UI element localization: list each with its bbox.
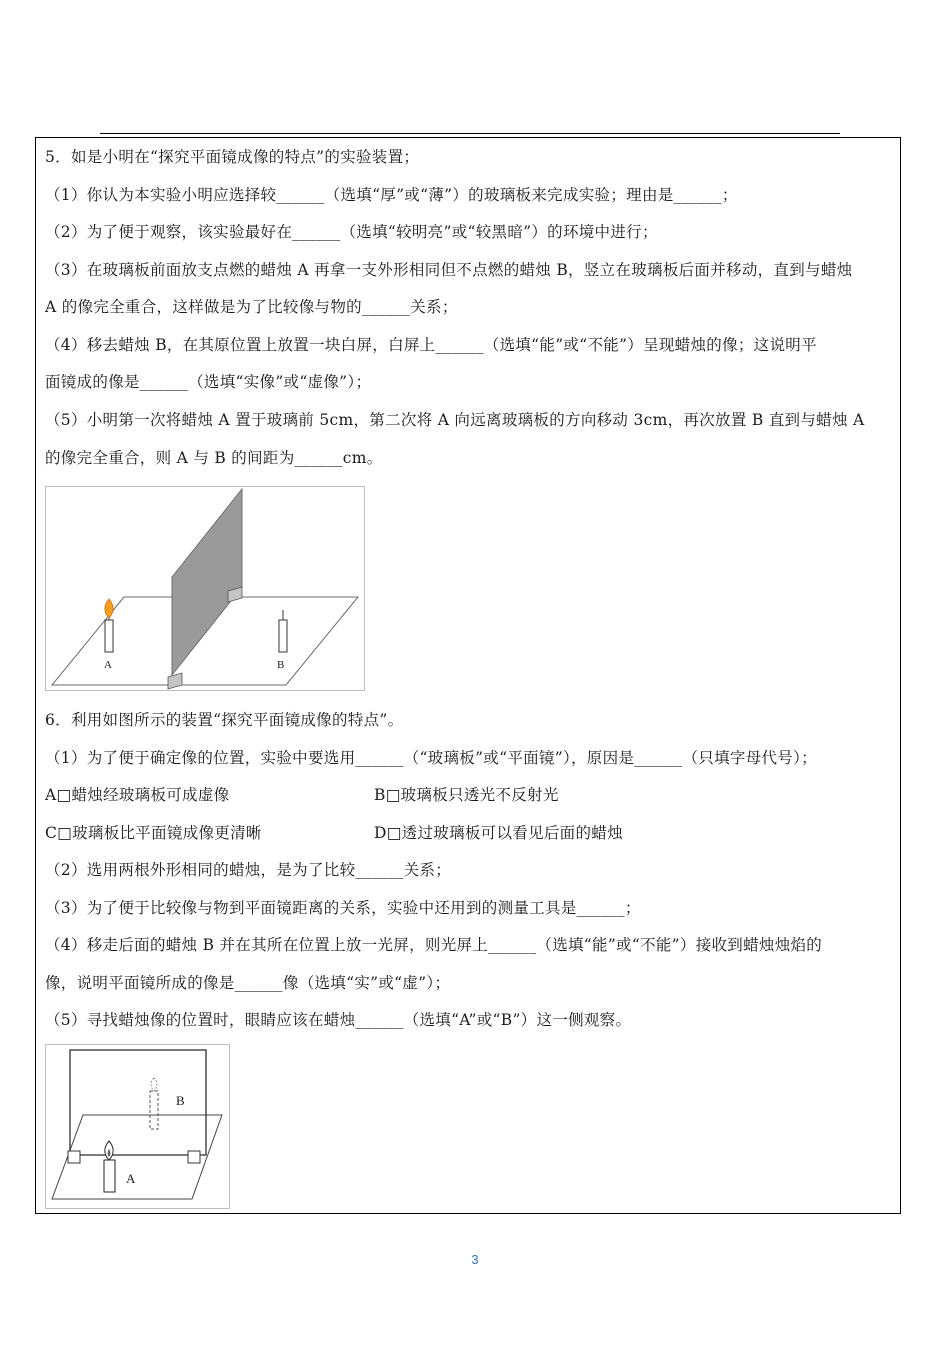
q5-part1: （1）你认为本实验小明应选择较______（选填“厚”或“薄”）的玻璃板来完成实验；理由是______；	[45, 186, 738, 204]
candle-a	[104, 1160, 115, 1192]
q5-part5-line2: 的像完全重合，则 A 与 B 的间距为______cm。	[45, 449, 383, 467]
q6-part3: （3）为了便于比较像与物到平面镜距离的关系，实验中还用到的测量工具是______；	[45, 899, 641, 917]
q6-option-a: A□蜡烛经玻璃板可成虚像	[45, 786, 230, 804]
q5-part3-line1: （3）在玻璃板前面放支点燃的蜡烛 A 再拿一支外形相同但不点燃的蜡烛 B，竖立在玻璃板后面并移动，直到与蜡烛	[45, 261, 853, 279]
q6-part5: （5）寻找蜡烛像的位置时，眼睛应该在蜡烛______（选填“A”或“B”）这一侧观察。	[45, 1011, 632, 1029]
q6-part4-line2: 像，说明平面镜所成的像是______像（选填“实”或“虚”）；	[45, 974, 451, 992]
q5-part3-line2: A 的像完全重合，这样做是为了比较像与物的______关系；	[45, 298, 458, 316]
q6-title: 6．利用如图所示的装置“探究平面镜成像的特点”。	[45, 711, 404, 729]
q5-title: 5．如是小明在“探究平面镜成像的特点”的实验装置；	[45, 148, 420, 166]
q5-part2: （2）为了便于观察，该实验最好在______（选填“较明亮”或“较黑暗”）的环境中进行；	[45, 223, 658, 241]
q6-part1: （1）为了便于确定像的位置，实验中要选用______（“玻璃板”或“平面镜”），原因是______（只填字母代号）；	[45, 749, 817, 767]
q6-option-d: D□透过玻璃板可以看见后面的蜡烛	[374, 824, 623, 842]
q5-part5-line1: （5）小明第一次将蜡烛 A 置于玻璃前 5cm，第二次将 A 向远离玻璃板的方向移动 3cm，再次放置 B 直到与蜡烛 A	[45, 411, 865, 429]
q5-figure-drawing	[46, 487, 364, 690]
page-number: 3	[471, 1252, 479, 1267]
label-b: B	[176, 1093, 185, 1108]
label-a: A	[104, 659, 112, 671]
candle-b	[279, 620, 287, 652]
q5-part4-line1: （4）移去蜡烛 B，在其原位置上放置一块白屏，白屏上______（选填“能”或“不能”）呈现蜡烛的像；这说明平	[45, 336, 817, 354]
label-b: B	[277, 659, 285, 671]
header-rule	[100, 133, 840, 134]
q6-option-c: C□玻璃板比平面镜成像更清晰	[45, 824, 262, 842]
q6-figure-drawing	[46, 1045, 229, 1208]
q5-figure	[45, 486, 365, 691]
q6-part4-line1: （4）移走后面的蜡烛 B 并在其所在位置上放一光屏，则光屏上______（选填“能”或“不能”）接收到蜡烛烛焰的	[45, 936, 823, 954]
q5-part4-line2: 面镜成的像是______（选填“实像”或“虚像”）；	[45, 373, 372, 391]
candle-a	[105, 620, 113, 652]
q6-part2: （2）选用两根外形相同的蜡烛，是为了比较______关系；	[45, 861, 452, 879]
q6-option-b: B□玻璃板只透光不反射光	[374, 786, 559, 804]
label-a: A	[126, 1171, 136, 1186]
q6-figure	[45, 1044, 230, 1209]
